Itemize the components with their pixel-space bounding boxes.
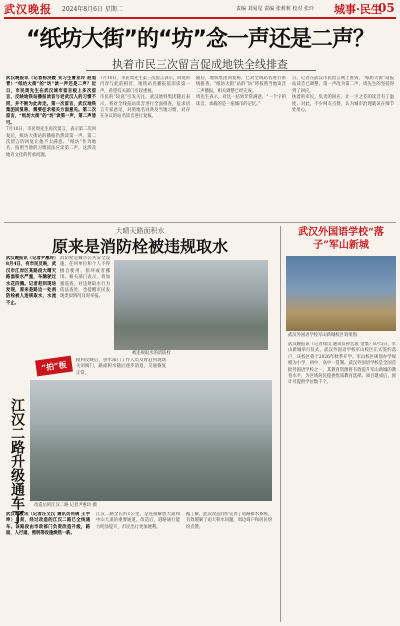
main-story-paragraph: 7月10日，市民周先生第三次留言表示，回复的内容与此前相近，地铁站名播报依旧读第一声，希望有关部门引起重视。 [100, 76, 190, 94]
main-subheadline: 执着市民三次留言促成地铁全线排查 [112, 58, 288, 71]
school-campus-photo [286, 256, 396, 331]
flood-paragraph: 武汉晚报讯（记者尹惠玲）8月4日，有市民反映，武汉市江岸区某路段大晴天路面积水严重，车辆驶过水花四溅。记者赶到现场发现，原来是路边一处消防栓被人违规取水，水流不止。 [6, 256, 56, 306]
flood-kicker: 大晴天路面积水 [115, 227, 165, 235]
road-column-3 [186, 512, 272, 622]
main-story-paragraph: 周先生表示，对这一结果非常满意，“一个字的读音，承载的是一座城市的记忆。” [196, 95, 286, 107]
flood-paragraph: 消防栓是城市公共安全设施，任何单位和个人不得擅自使用、损坏或者挪用。相关部门表示，将加强巡查，对违规取水行为依法查处，也提醒市民发现类似情况及时举报。 [60, 256, 110, 300]
pai-ban-badge: “拍”板 [35, 356, 73, 377]
main-story-paragraph: 武汉晚报讯（记者杨洪媛 实习生曹亚玲 赵旭青）“纸坊大街”的“坊”读一声还是二声？近日，市民周先生在武汉城市留言板上多次留言，反映地铁站播报读音与老武汉人的习惯不同，并不断为此奔走。第一次留言，武汉地铁集团回复称，需要征求相关方面意见。第二次留言，“纸坊大街”的“坊”读第一声，第二声皆可。 [6, 76, 96, 126]
flood-paragraph: 接到反映后，供水部门工作人员及时赶到现场关闭阀门，路面积水随后逐步消退，交通恢复正常。 [76, 358, 166, 376]
main-headline: “纸坊大街”的“坊”念一声还是二声？ [26, 27, 374, 52]
road-paragraph: 江汉二路全长约1公里，是连接解放大道和中山大道的重要通道。改造后，道路通行能力明显提升，市民出行更加便利。 [96, 512, 180, 530]
main-story-paragraph: 日，记者在武汉市民留言网上看到，“纸坊大街”站报站读音已调整，第一声改为第二声，周先生的坚持得到了回应。 [292, 76, 394, 94]
road-column-2 [96, 512, 180, 622]
section-divider [4, 222, 396, 223]
editor-credits: 责编 刘易星 责编 张莉莉 校对 张玲 [236, 6, 314, 12]
page-number: 05 [378, 1, 395, 15]
main-story-paragraph: 市民的“较真”引发关注。武汉地铁集团随后表示，将对全线报站读音进行全面排查，征求语言专家意见，对照地名词典及当地习惯，对存在争议的站名读音进行复核。 [100, 95, 190, 120]
main-story-column-3 [196, 76, 286, 220]
page-header [4, 1, 396, 19]
road-paragraph: 武汉晚报讯（记者汪文汉 通讯员何倩 王宇坤）日前，经过改造的江汉二路已全线通车。该路段由市政部门负责改造升级，路面、人行道、照明等设施焕然一新。 [6, 512, 90, 537]
section-name: 城事·民生 [334, 3, 382, 16]
jianghan-road-photo [30, 380, 272, 501]
fire-hydrant-photo-caption: 被违规取水的消防栓 [132, 351, 171, 356]
main-story-column-4 [292, 76, 394, 220]
flood-column-2 [60, 256, 110, 354]
newspaper-logo: 武汉晚报 [4, 3, 52, 16]
flood-headline: 原来是消防栓被违规取水 [51, 237, 228, 256]
flood-column-1 [6, 256, 56, 354]
road-photo-caption: 改造后的江汉二路 记者尹惠玲 摄 [34, 503, 97, 508]
road-vertical-headline: 江汉二路升级通车了 [9, 398, 25, 524]
main-story-paragraph: 执着的市民，负责的回应，让一字之差的读音有了温度。对此，不少网友点赞，认为城市治理就该在细节处用心。 [292, 95, 394, 114]
issue-date: 2024年8月6日 星期二 [62, 6, 123, 13]
school-paragraph: 武汉晚报讯（记者徐汉 通讯员孙宏波 金墨）8月5日，军山新城举行仪式，武汉外国语学校军山校区正式签约落户，该校区将于2026年秋季开学。军山校区规划办学规模为小学、初中、高中一贯制。武汉外国语学校是全国首批外国语学校之一，其教育资源将有效提升军山新城的教育水平，为区域居民提供优质教育选择。项目建成后，预计可提供学位数千个。 [288, 342, 396, 386]
main-story-paragraph: 7月10日，市民周先生再次留言，表示第二次回复后，纸坊大街站的播报仍然读第一声。第二次留言的回复让他不太满意。“纸坊”作为地名，按照当地的习惯读法应读第二声，这涉及地名文化的传承问题。 [6, 127, 96, 158]
main-story-paragraph: 随后，地铁集团回复称，已对全线站名进行系统排查，“纸坊大街”站的“坊”将按照当地读音二声播报，相关调整已经完成。 [196, 76, 286, 94]
school-headline: 武汉外国语学校“落子”军山新城 [298, 227, 384, 251]
subheadline-rule [86, 70, 316, 71]
school-story-body [288, 342, 396, 622]
road-column-1 [6, 512, 90, 622]
school-photo-caption: 武汉外国语学校军山新城校区效果图 [288, 333, 357, 338]
main-story-column-2 [100, 76, 190, 220]
fire-hydrant-photo [114, 260, 268, 350]
column-divider [280, 226, 281, 622]
flood-column-3 [76, 358, 166, 378]
main-story-column-1 [6, 76, 96, 220]
road-paragraph: 据了解，此次改造同步完善了道路排水系统，有效缓解了雨天积水问题，周边商户和居民纷纷点赞。 [186, 512, 272, 530]
